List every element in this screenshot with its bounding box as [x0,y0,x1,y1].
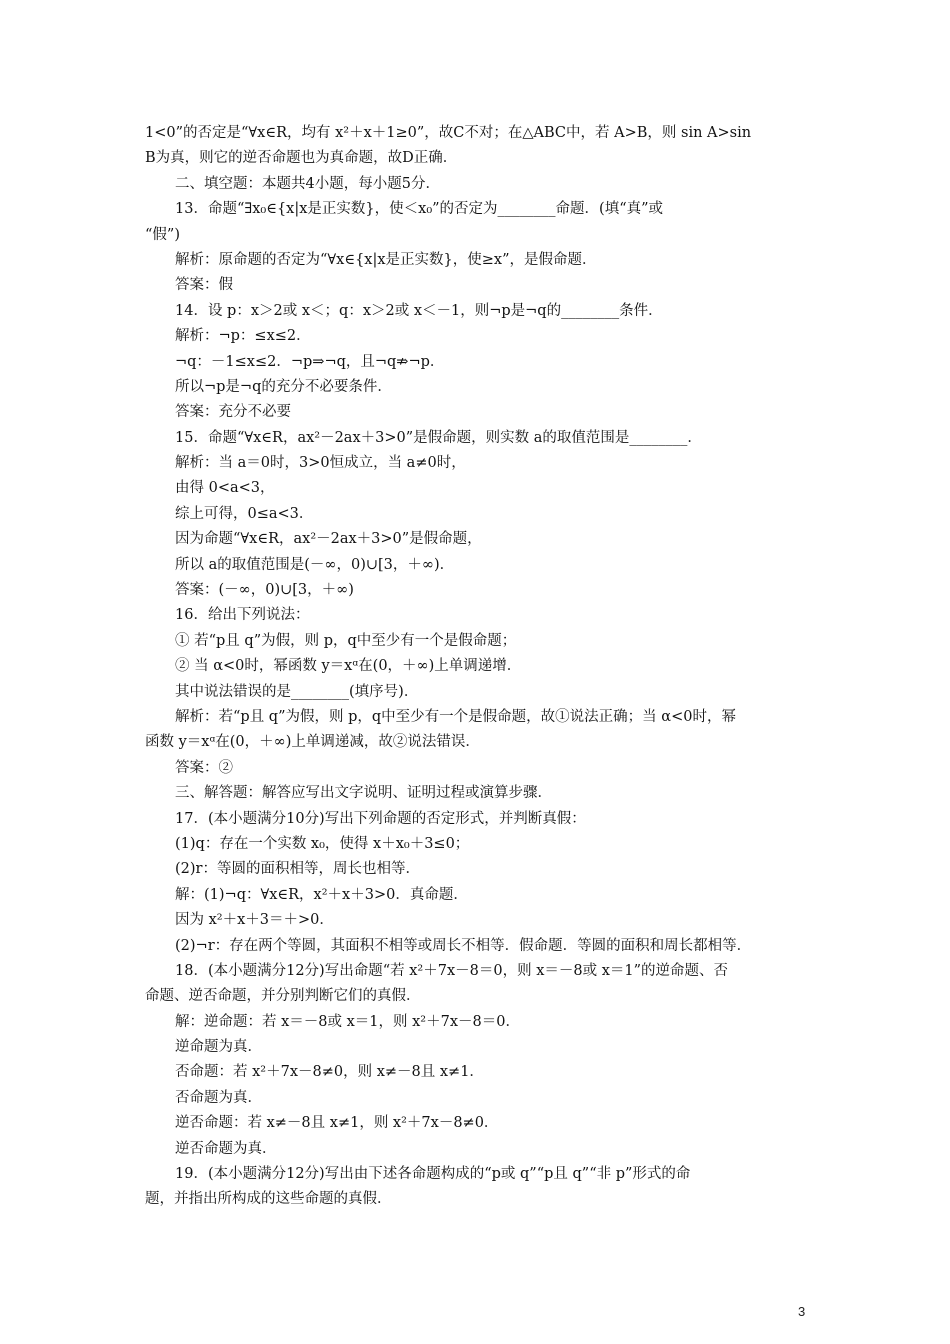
text-line: 三、解答题：解答应写出文字说明、证明过程或演算步骤． [175,785,552,802]
text-line: 答案：(－∞，0)∪[3，＋∞) [175,582,354,599]
text-line: 19．(本小题满分12分)写出由下述各命题构成的“p或 q”“p且 q”“非 p”形式的命 [175,1166,691,1183]
text-line: 逆否命题：若 x≠－8且 x≠1，则 x²＋7x－8≠0． [175,1115,499,1132]
text-line: 否命题为真． [175,1089,262,1106]
text-line: 否命题：若 x²＋7x－8≠0，则 x≠－8且 x≠1． [175,1064,484,1081]
text-line: 因为命题“∀x∈R，ax²－2ax＋3>0”是假命题， [175,531,482,548]
text-line: 17．(本小题满分10分)写出下列命题的否定形式，并判断真假： [175,810,586,827]
text-line: 1<0”的否定是“∀x∈R，均有 x²＋x＋1≥0”，故C不对；在△ABC中，若 A>B，则 sin A>sin [145,125,752,141]
text-line: 解：(1)¬q：∀x∈R，x²＋x＋3>0．真命题． [175,886,468,903]
text-line: 由得 0<a<3， [175,480,275,497]
text-line: 逆命题为真． [175,1039,262,1056]
text-line: 15．命题“∀x∈R，ax²－2ax＋3>0”是假命题，则实数 a的取值范围是________． [175,429,702,446]
text-line: 其中说法错误的是________(填序号)． [175,683,419,700]
text-line: 综上可得，0≤a<3． [175,505,314,522]
text-line: 答案：假 [175,277,233,294]
text-line: 逆否命题为真． [175,1140,277,1157]
text-line: 14．设 p：x＞2或 x＜；q：x＞2或 x＜－1，则¬p是¬q的________条件． [175,302,663,319]
text-line: 所以¬p是¬q的充分不必要条件． [175,378,392,395]
text-line: ① 若“p且 q”为假，则 p，q中至少有一个是假命题； [175,632,517,649]
text-line: 解：逆命题：若 x＝－8或 x＝1，则 x²＋7x－8＝0． [175,1013,520,1030]
text-line: 所以 a的取值范围是(－∞，0)∪[3，＋∞)． [175,556,455,573]
text-line: 答案：充分不必要 [175,404,291,421]
text-line: (2)r：等圆的面积相等，周长也相等． [175,861,420,878]
text-line: 16．给出下列说法： [175,607,310,624]
page-number: 3 [798,1304,806,1319]
text-line: 二、填空题：本题共4小题，每小题5分． [175,175,440,192]
text-line: 解析：原命题的否定为“∀x∈{x|x是正实数}，使≥x”，是假命题． [175,251,597,268]
text-line: 因为 x²＋x＋3＝＋>0． [175,912,334,929]
text-line: 解析：若“p且 q”为假，则 p，q中至少有一个是假命题，故①说法正确；当 α<0时，幂 [175,708,736,725]
text-line: 命题、逆否命题，并分别判断它们的真假． [145,988,421,1005]
text-line: 解析：¬p：≤x≤2． [175,328,311,345]
text-line: B为真，则它的逆否命题也为真命题，故D正确． [145,150,458,167]
text-line: 解析：当 a＝0时，3>0恒成立，当 a≠0时， [175,455,466,472]
text-line: 13．命题“∃x₀∈{x|x是正实数}，使＜x₀”的否定为________命题．(填“真”或 [175,201,664,218]
text-line: “假”) [145,226,180,243]
document-body [145,121,825,1213]
text-line: 18．(本小题满分12分)写出命题“若 x²＋7x－8＝0，则 x＝－8或 x＝1”的逆命题、否 [175,962,729,979]
text-line: 题，并指出所构成的这些命题的真假． [145,1191,392,1208]
text-line: ② 当 α<0时，幂函数 y＝xᵅ在(0，＋∞)上单调递增． [175,658,522,675]
text-line: 函数 y＝xᵅ在(0，＋∞)上单调递减，故②说法错误． [145,734,480,751]
text-line: 答案：② [175,759,233,776]
text-line: (2)¬r：存在两个等圆，其面积不相等或周长不相等．假命题．等圆的面积和周长都相等． [175,937,752,954]
text-line: ¬q：－1≤x≤2．¬p⇒¬q，且¬q⇏¬p． [175,353,445,370]
text-line: (1)q：存在一个实数 x₀，使得 x＋x₀＋3≤0； [175,835,470,852]
